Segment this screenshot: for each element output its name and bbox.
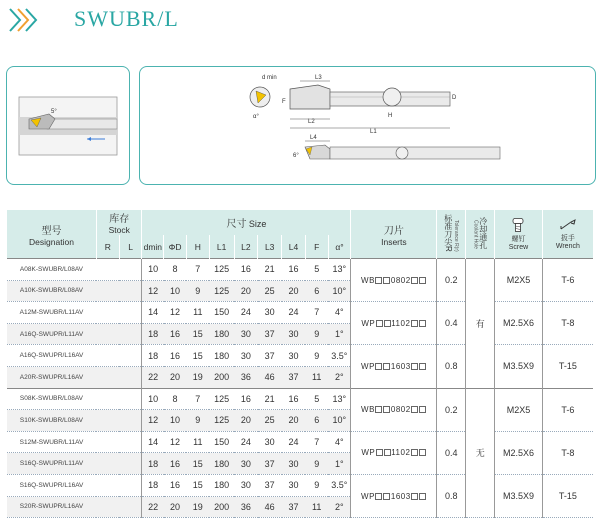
angle-5-label: 5° [51, 109, 57, 115]
table-cell: 180 [209, 453, 234, 475]
table-cell: 18 [142, 323, 164, 345]
table-cell [96, 410, 119, 432]
table-cell: 30 [234, 323, 258, 345]
table-cell: S10K-SWUBR/L08AV [7, 410, 97, 432]
table-cell: 125 [209, 388, 234, 410]
table-cell: 15 [186, 453, 209, 475]
wrench-header: 扳手 Wrench [542, 210, 593, 259]
spec-table [6, 210, 593, 518]
table-cell [119, 366, 142, 388]
coolant-cell: 有 [466, 259, 495, 389]
table-cell: 11 [305, 496, 328, 518]
table-cell: 10° [328, 280, 351, 302]
table-cell: 37 [282, 366, 306, 388]
table-cell [96, 259, 119, 281]
insert-cell: WB 0802 [351, 259, 437, 302]
table-cell: 30 [258, 431, 282, 453]
table-cell: 19 [186, 496, 209, 518]
table-cell: 150 [209, 431, 234, 453]
table-cell: 46 [258, 496, 282, 518]
table-cell: 180 [209, 474, 234, 496]
table-cell: 9 [305, 474, 328, 496]
radius-header: 标准刀尖RTolerance R(r) [437, 210, 466, 259]
table-cell: 25 [258, 410, 282, 432]
col-alpha: α° [328, 235, 351, 259]
table-cell: 30 [234, 345, 258, 367]
stock-header: 库存 Stock [96, 210, 142, 235]
table-cell: A16Q-SWUPR/L11AV [7, 323, 97, 345]
table-cell: A12M-SWUBR/L11AV [7, 302, 97, 324]
table-cell: 21 [258, 388, 282, 410]
col-dmin: dmin [142, 235, 164, 259]
table-cell: 36 [234, 496, 258, 518]
col-f: F [305, 235, 328, 259]
coolant-cell: 无 [466, 388, 495, 518]
table-cell: 9 [305, 345, 328, 367]
table-cell: 16 [282, 388, 306, 410]
table-cell: 200 [209, 496, 234, 518]
table-cell: 25 [258, 280, 282, 302]
table-row [7, 345, 594, 367]
table-cell: 6 [305, 410, 328, 432]
table-cell: 13° [328, 388, 351, 410]
table-cell [96, 474, 119, 496]
table-cell: T-6 [542, 388, 593, 431]
table-cell: 30 [234, 474, 258, 496]
table-cell: M3.5X9 [495, 345, 543, 388]
table-cell: 36 [234, 366, 258, 388]
table-cell: 150 [209, 302, 234, 324]
table-cell: 30 [282, 323, 306, 345]
table-cell: 16 [282, 259, 306, 281]
table-cell: 10 [142, 388, 164, 410]
col-l4: L4 [282, 235, 306, 259]
table-cell: 14 [142, 431, 164, 453]
table-cell: 3.5° [328, 345, 351, 367]
table-cell: 11 [186, 302, 209, 324]
table-cell: 2° [328, 366, 351, 388]
table-cell [96, 302, 119, 324]
table-cell: 11 [186, 431, 209, 453]
table-cell [96, 453, 119, 475]
table-cell: 24 [234, 302, 258, 324]
alpha-label: α° [253, 114, 259, 120]
table-cell [119, 431, 142, 453]
table-cell [96, 345, 119, 367]
table-row [7, 302, 594, 324]
table-cell: 16 [164, 345, 187, 367]
table-cell: T-8 [542, 302, 593, 345]
table-cell: 4° [328, 431, 351, 453]
table-cell: 24 [234, 431, 258, 453]
dmin-label: d min [262, 75, 277, 81]
table-cell: 0.4 [437, 431, 466, 474]
l1-label: L1 [370, 129, 377, 135]
table-cell: 10° [328, 410, 351, 432]
table-cell: M2X5 [495, 259, 543, 302]
table-cell: 14 [142, 302, 164, 324]
table-cell: S08K-SWUBR/L08AV [7, 388, 97, 410]
col-l2: L2 [234, 235, 258, 259]
table-cell [96, 323, 119, 345]
table-cell: 6 [305, 280, 328, 302]
table-cell: 24 [282, 431, 306, 453]
table-cell [119, 410, 142, 432]
table-cell: 16 [164, 474, 187, 496]
table-cell: 125 [209, 410, 234, 432]
table-cell: A16Q-SWUPR/L16AV [7, 345, 97, 367]
table-cell: 18 [142, 474, 164, 496]
table-cell: 12 [142, 280, 164, 302]
table-cell [119, 345, 142, 367]
col-h: H [186, 235, 209, 259]
table-cell: 7 [305, 302, 328, 324]
table-cell: A08K-SWUBR/L08AV [7, 259, 97, 281]
insert-cell: WP 1603 [351, 345, 437, 388]
table-cell: 30 [234, 453, 258, 475]
table-cell: 0.8 [437, 345, 466, 388]
table-cell: 20 [164, 366, 187, 388]
table-cell: 12 [164, 302, 187, 324]
table-cell: 15 [186, 323, 209, 345]
table-cell: 46 [258, 366, 282, 388]
l2-label: L2 [308, 119, 315, 125]
table-cell: M3.5X9 [495, 474, 543, 517]
table-cell: 19 [186, 366, 209, 388]
table-cell: 20 [234, 280, 258, 302]
angle-6-label: 6° [293, 153, 299, 159]
table-cell [119, 323, 142, 345]
workpiece-diagram-panel [6, 66, 130, 185]
insert-cell: WP 1603 [351, 474, 437, 517]
table-cell: 1° [328, 453, 351, 475]
table-cell [119, 474, 142, 496]
table-cell [119, 302, 142, 324]
table-cell [119, 453, 142, 475]
table-cell [96, 366, 119, 388]
insert-cell: WB 0802 [351, 388, 437, 431]
table-cell [119, 280, 142, 302]
table-cell: S16Q-SWUPR/L11AV [7, 453, 97, 475]
table-cell: 5 [305, 259, 328, 281]
table-cell: 15 [186, 474, 209, 496]
table-cell: S16Q-SWUPR/L16AV [7, 474, 97, 496]
table-cell [119, 388, 142, 410]
l3-label: L3 [315, 75, 322, 81]
designation-header: 型号 Designation [7, 210, 97, 259]
table-cell: 10 [164, 280, 187, 302]
table-cell: 16 [234, 388, 258, 410]
double-chevron-right-icon [6, 6, 46, 34]
table-row [7, 388, 594, 410]
table-cell: M2X5 [495, 388, 543, 431]
table-cell: 30 [282, 474, 306, 496]
table-cell: 180 [209, 345, 234, 367]
col-d: ΦD [164, 235, 187, 259]
table-cell: 18 [142, 345, 164, 367]
table-cell: 0.4 [437, 302, 466, 345]
table-cell: 15 [186, 345, 209, 367]
table-cell: M2.5X6 [495, 431, 543, 474]
l4-label: L4 [310, 135, 317, 141]
table-cell [96, 280, 119, 302]
table-cell: A20R-SWUPR/L16AV [7, 366, 97, 388]
table-cell: 30 [282, 345, 306, 367]
table-cell: 7 [186, 388, 209, 410]
table-cell: M2.5X6 [495, 302, 543, 345]
table-cell: 16 [164, 453, 187, 475]
table-cell: 8 [164, 259, 187, 281]
table-cell: 11 [305, 366, 328, 388]
table-cell: 9 [305, 323, 328, 345]
table-cell: T-15 [542, 474, 593, 517]
col-l1: L1 [209, 235, 234, 259]
screw-icon [512, 218, 524, 232]
table-cell: 3.5° [328, 474, 351, 496]
table-cell: 20 [282, 280, 306, 302]
insert-cell: WP 1102 [351, 431, 437, 474]
table-cell: 9 [186, 410, 209, 432]
table-cell: 10 [142, 259, 164, 281]
table-row [7, 431, 594, 453]
table-cell: 24 [282, 302, 306, 324]
table-cell: 30 [258, 302, 282, 324]
table-cell: 16 [164, 323, 187, 345]
table-cell: 7 [186, 259, 209, 281]
screw-header: 螺钉 Screw [495, 210, 543, 259]
table-cell: 0.2 [437, 259, 466, 302]
table-cell: S20R-SWUPR/L16AV [7, 496, 97, 518]
tool-dimension-drawing [140, 67, 595, 184]
size-header: 尺寸 Size [142, 210, 351, 235]
table-cell: 20 [282, 410, 306, 432]
table-cell: 12 [164, 431, 187, 453]
table-cell [119, 496, 142, 518]
stock-l-header: L [119, 235, 142, 259]
stock-r-header: R [96, 235, 119, 259]
table-cell: 5 [305, 388, 328, 410]
table-cell: 20 [164, 496, 187, 518]
table-cell: 0.2 [437, 388, 466, 431]
table-row [7, 259, 594, 281]
table-cell: 22 [142, 366, 164, 388]
table-row [7, 474, 594, 496]
boring-illustration [7, 67, 129, 184]
table-cell: 30 [282, 453, 306, 475]
table-cell: 2° [328, 496, 351, 518]
insert-cell: WP 1102 [351, 302, 437, 345]
table-cell: 9 [305, 453, 328, 475]
table-cell: 4° [328, 302, 351, 324]
d-label: D [452, 95, 457, 101]
table-cell: 22 [142, 496, 164, 518]
table-cell: 16 [234, 259, 258, 281]
table-cell: 12 [142, 410, 164, 432]
table-cell: 9 [186, 280, 209, 302]
table-cell: 10 [164, 410, 187, 432]
table-cell: 200 [209, 366, 234, 388]
table-cell: A10K-SWUBR/L08AV [7, 280, 97, 302]
page-title: SWUBR/L [74, 6, 179, 31]
table-cell [96, 388, 119, 410]
table-cell [119, 259, 142, 281]
inserts-header: 刀片 Inserts [351, 210, 437, 259]
table-cell: 1° [328, 323, 351, 345]
table-cell: 37 [258, 474, 282, 496]
table-cell: 37 [258, 345, 282, 367]
table-cell: 20 [234, 410, 258, 432]
table-cell [96, 431, 119, 453]
table-cell: T-15 [542, 345, 593, 388]
table-cell: 21 [258, 259, 282, 281]
table-cell: 37 [258, 323, 282, 345]
table-cell: T-8 [542, 431, 593, 474]
col-l3: L3 [258, 235, 282, 259]
table-cell: S12M-SWUBR/L11AV [7, 431, 97, 453]
table-cell: 18 [142, 453, 164, 475]
wrench-icon [559, 219, 577, 231]
table-cell: 125 [209, 259, 234, 281]
table-cell: 125 [209, 280, 234, 302]
table-cell: 37 [282, 496, 306, 518]
h-label: H [388, 113, 393, 119]
table-cell: T-6 [542, 259, 593, 302]
table-cell: 8 [164, 388, 187, 410]
f-label: F [282, 99, 286, 105]
table-cell: 180 [209, 323, 234, 345]
dimension-diagram-panel [139, 66, 596, 185]
table-cell: 13° [328, 259, 351, 281]
table-cell: 0.8 [437, 474, 466, 517]
table-cell [96, 496, 119, 518]
coolant-header: Coolant Hole冷却通孔 [466, 210, 495, 259]
table-cell: 37 [258, 453, 282, 475]
table-cell: 7 [305, 431, 328, 453]
